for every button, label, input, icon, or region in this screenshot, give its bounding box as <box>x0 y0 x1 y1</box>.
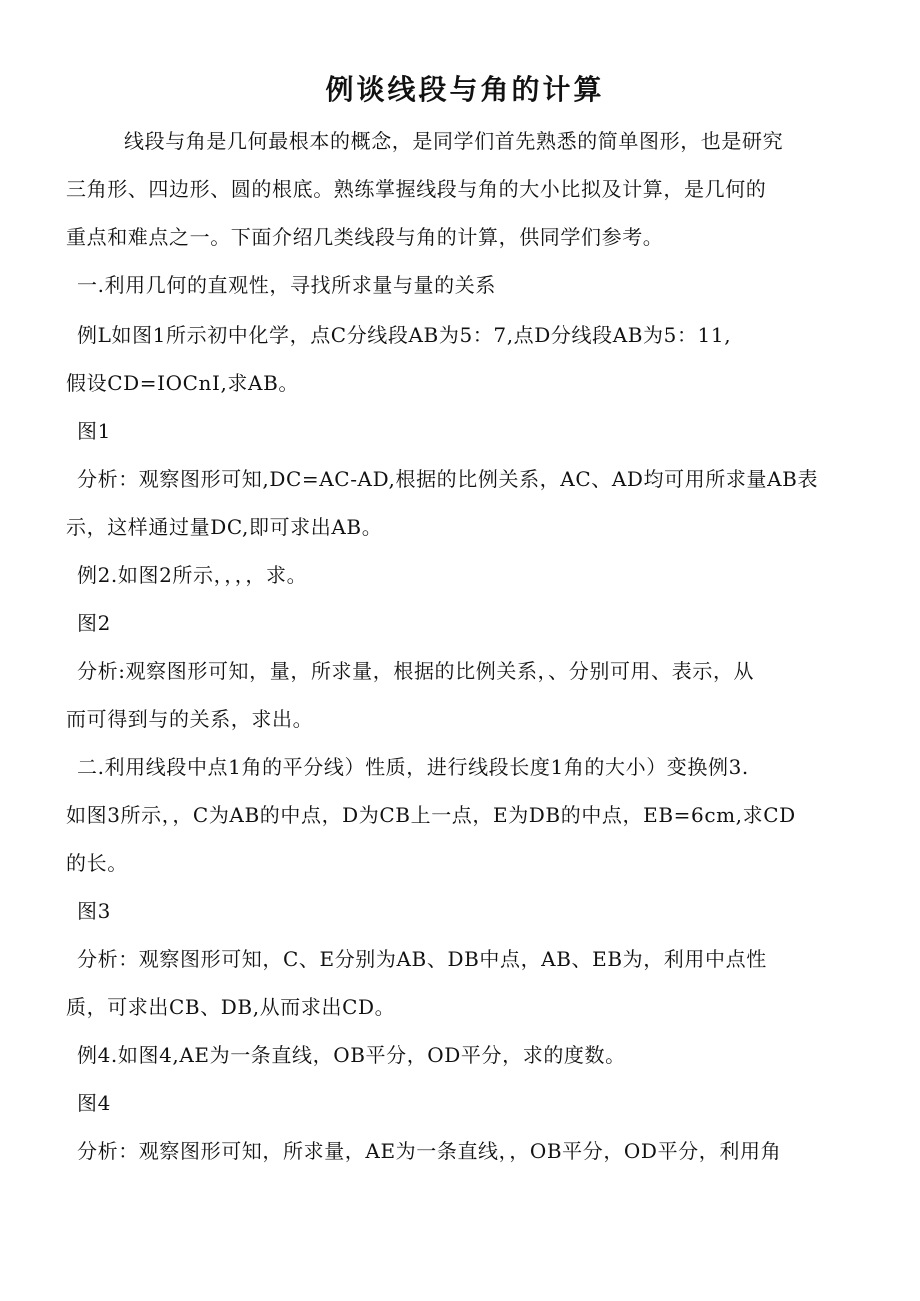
section-heading: 一.利用几何的直观性，寻找所求量与量的关系 <box>77 273 496 297</box>
figure-label: 图1 <box>77 419 111 443</box>
figure-label: 图3 <box>77 899 111 923</box>
paragraph-line: 分析：观察图形可知，C、E分别为AB、DB中点，AB、EB为，利用中点性 <box>77 947 767 971</box>
paragraph-line: 而可得到与的关系，求出。 <box>66 707 314 731</box>
section-heading: 二.利用线段中点1角的平分线）性质，进行线段长度1角的大小）变换例3. <box>77 755 749 779</box>
paragraph-line: 示，这样通过量DC,即可求出AB。 <box>66 515 383 539</box>
paragraph-line: 重点和难点之一。下面介绍几类线段与角的计算，供同学们参考。 <box>66 225 664 249</box>
paragraph-line: 分析：观察图形可知,DC=AC-AD,根据的比例关系，AC、AD均可用所求量AB表 <box>77 467 819 491</box>
document-title: 例谈线段与角的计算 <box>325 73 605 106</box>
paragraph-line: 假设CD=IOCnI,求AB。 <box>66 371 299 395</box>
paragraph-line: 质，可求出CB、DB,从而求出CD。 <box>66 995 396 1019</box>
paragraph-line: 如图3所示，，C为AB的中点，D为CB上一点，E为DB的中点，EB=6cm,求CD <box>66 803 796 827</box>
paragraph-line: 线段与角是几何最根本的概念，是同学们首先熟悉的简单图形，也是研究 <box>124 129 784 153</box>
paragraph-line: 分析:观察图形可知，量，所求量，根据的比例关系，、分别可用、表示，从 <box>77 659 755 683</box>
paragraph-line: 分析：观察图形可知，所求量，AE为一条直线，，OB平分，OD平分，利用角 <box>77 1139 782 1163</box>
paragraph-line: 例4.如图4,AE为一条直线，OB平分，OD平分，求的度数。 <box>77 1043 626 1067</box>
paragraph-line: 三角形、四边形、圆的根底。熟练掌握线段与角的大小比拟及计算，是几何的 <box>66 177 767 201</box>
figure-label: 图4 <box>77 1091 111 1115</box>
figure-label: 图2 <box>77 611 111 635</box>
paragraph-line: 例2.如图2所示，，，，求。 <box>77 563 308 587</box>
paragraph-line: 例L如图1所示初中化学，点C分线段AB为5：7,点D分线段AB为5：11, <box>77 323 732 347</box>
paragraph-line: 的长。 <box>66 851 128 875</box>
